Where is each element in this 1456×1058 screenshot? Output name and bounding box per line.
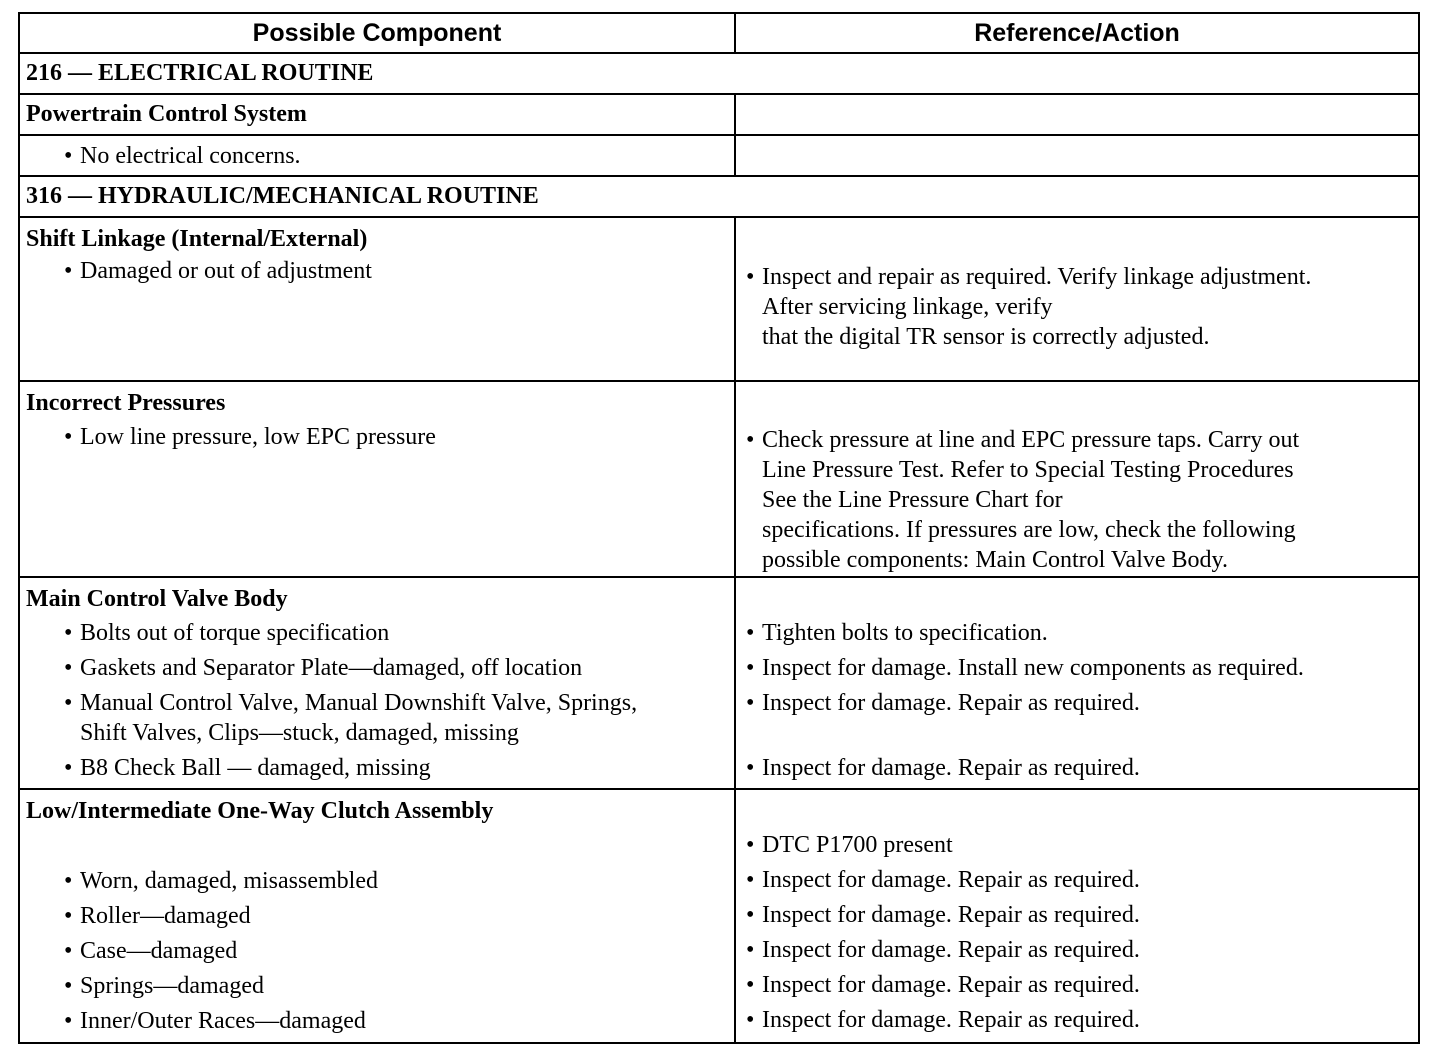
component-title-mcvb: Main Control Valve Body — [26, 586, 288, 612]
action-item: • Inspect for damage. Repair as required. — [746, 937, 1140, 963]
header-row — [19, 13, 1419, 53]
component-item: • Case—damaged — [64, 938, 238, 964]
table-row — [19, 381, 1419, 577]
component-item: • Damaged or out of adjustment — [64, 258, 372, 284]
empty-cell — [735, 135, 1419, 176]
component-title-shift: Shift Linkage (Internal/External) — [26, 226, 368, 252]
component-item: • Manual Control Valve, Manual Downshift Valve, Springs, Shift Valves, Clips—stuck, damaged, missing — [64, 690, 638, 746]
section-title-hydraulic: 316 — HYDRAULIC/MECHANICAL ROUTINE — [19, 176, 1419, 217]
component-cell — [19, 217, 735, 381]
component-item: • Worn, damaged, misassembled — [64, 868, 378, 894]
table-row — [19, 217, 1419, 381]
component-item: • Low line pressure, low EPC pressure — [64, 424, 436, 450]
table-row — [19, 789, 1419, 1043]
action-cell — [735, 789, 1419, 1043]
component-item: • Inner/Outer Races—damaged — [64, 1008, 366, 1034]
component-title-pressures: Incorrect Pressures — [26, 390, 226, 416]
section-row — [19, 53, 1419, 94]
action-item: • DTC P1700 present — [746, 832, 953, 858]
component-item: • Gaskets and Separator Plate—damaged, off location — [64, 655, 583, 681]
action-item: • Inspect for damage. Repair as required. — [746, 902, 1140, 928]
action-item: • Inspect for damage. Repair as required. — [746, 867, 1140, 893]
action-item: • Tighten bolts to specification. — [746, 620, 1048, 646]
component-cell — [19, 381, 735, 577]
component-title-clutch: Low/Intermediate One-Way Clutch Assembly — [26, 798, 494, 824]
action-cell — [735, 577, 1419, 789]
section-title-electrical: 216 — ELECTRICAL ROUTINE — [19, 53, 1419, 94]
action-cell — [735, 217, 1419, 381]
table-row — [19, 135, 1419, 176]
component-item: • B8 Check Ball — damaged, missing — [64, 755, 431, 781]
component-item: • Bolts out of torque specification — [64, 620, 390, 646]
action-item: • Inspect and repair as required. Verify linkage adjustment. After servicing linkage, verify that the digital TR sensor is correctly adjusted. — [746, 264, 1312, 350]
component-item: • Springs—damaged — [64, 973, 264, 999]
diagnostic-table — [18, 12, 1420, 1044]
component-item: • Roller—damaged — [64, 903, 251, 929]
table-row — [19, 577, 1419, 789]
header-possible-component: Possible Component — [19, 13, 735, 53]
action-item: • Inspect for damage. Repair as required. — [746, 972, 1140, 998]
section-row — [19, 176, 1419, 217]
component-title-pcs: Powertrain Control System — [19, 94, 735, 135]
action-item: • Inspect for damage. Repair as required. — [746, 690, 1140, 716]
component-cell — [19, 135, 735, 176]
action-item: • Inspect for damage. Install new components as required. — [746, 655, 1304, 681]
component-item: • No electrical concerns. — [64, 142, 301, 169]
action-item: • Inspect for damage. Repair as required. — [746, 1007, 1140, 1033]
table-row — [19, 94, 1419, 135]
action-cell — [735, 381, 1419, 577]
header-reference-action: Reference/Action — [735, 13, 1419, 53]
empty-cell — [735, 94, 1419, 135]
component-cell — [19, 577, 735, 789]
component-cell — [19, 789, 735, 1043]
action-item: • Inspect for damage. Repair as required. — [746, 755, 1140, 781]
action-item: • Check pressure at line and EPC pressure taps. Carry out Line Pressure Test. Refer to Special Testing Procedures See the Line Pressure Chart for specifications. If pressures are low, check the following possible components: Main Control Valve Body. — [746, 427, 1300, 573]
